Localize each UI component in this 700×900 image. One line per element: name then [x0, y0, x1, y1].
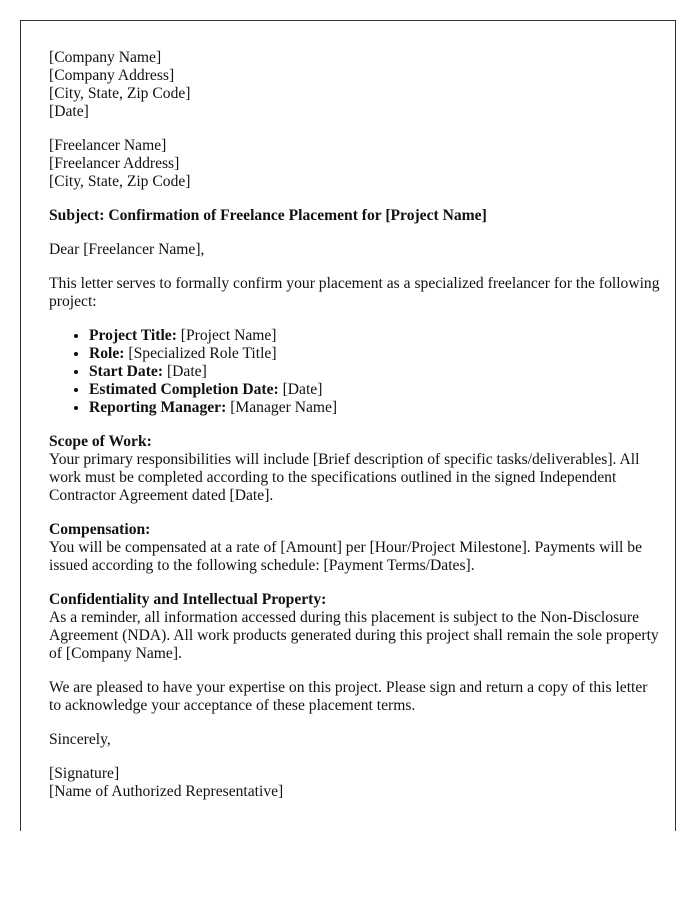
detail-value: [Specialized Role Title]: [124, 345, 277, 362]
section-heading: Scope of Work:: [49, 433, 152, 450]
sign-off: Sincerely,: [49, 731, 111, 748]
section-heading: Compensation:: [49, 521, 151, 538]
salutation: Dear [Freelancer Name],: [49, 241, 205, 258]
representative-name: [Name of Authorized Representative]: [49, 783, 284, 800]
subject-line: Subject: Confirmation of Freelance Placement for [Project Name]: [49, 207, 487, 224]
signature-placeholder: [Signature]: [49, 765, 120, 782]
section-confidentiality: [49, 591, 661, 663]
detail-label: Project Title:: [89, 327, 177, 344]
detail-label: Estimated Completion Date:: [89, 381, 279, 398]
detail-label: Reporting Manager:: [89, 399, 227, 416]
detail-project-title: [89, 327, 661, 345]
sender-company-address: [Company Address]: [49, 67, 175, 84]
recipient-address: [Freelancer Address]: [49, 155, 180, 172]
closing-paragraph: We are pleased to have your expertise on this project. Please sign and return a copy of this letter to acknowledge your acceptance of these placement terms.: [49, 679, 648, 714]
detail-label: Start Date:: [89, 363, 164, 380]
recipient-address-block: [49, 137, 661, 191]
signature-block: [49, 765, 661, 801]
letter-date: [Date]: [49, 103, 89, 120]
sender-company-name: [Company Name]: [49, 49, 162, 66]
recipient-name: [Freelancer Name]: [49, 137, 167, 154]
detail-value: [Project Name]: [176, 327, 277, 344]
detail-value: [Date]: [278, 381, 323, 398]
detail-value: [Date]: [163, 363, 207, 380]
section-body: Your primary responsibilities will include [Brief description of specific tasks/deliverables]. All work must be completed according to the specifications outlined in the signed Independent Contractor Agreement dated [Date].: [49, 451, 640, 504]
project-details-list: [49, 327, 661, 417]
detail-completion-date: [89, 381, 661, 399]
detail-reporting-manager: [89, 399, 661, 417]
section-compensation: [49, 521, 661, 575]
detail-start-date: [89, 363, 661, 381]
detail-role: [89, 345, 661, 363]
intro-paragraph: This letter serves to formally confirm your placement as a specialized freelancer for the following project:: [49, 275, 660, 310]
sender-city-state-zip: [City, State, Zip Code]: [49, 85, 191, 102]
section-body: As a reminder, all information accessed during this placement is subject to the Non-Disclosure Agreement (NDA). All work products generated during this project shall remain the sole property of [Company Name].: [49, 609, 659, 662]
sender-address-block: [49, 49, 661, 121]
detail-label: Role:: [89, 345, 125, 362]
detail-value: [Manager Name]: [226, 399, 338, 416]
section-heading: Confidentiality and Intellectual Property:: [49, 591, 327, 608]
recipient-city-state-zip: [City, State, Zip Code]: [49, 173, 191, 190]
section-body: You will be compensated at a rate of [Amount] per [Hour/Project Milestone]. Payments will be issued according to the following schedule: [Payment Terms/Dates].: [49, 539, 643, 574]
section-scope-of-work: [49, 433, 661, 505]
letter-page: [20, 20, 676, 831]
